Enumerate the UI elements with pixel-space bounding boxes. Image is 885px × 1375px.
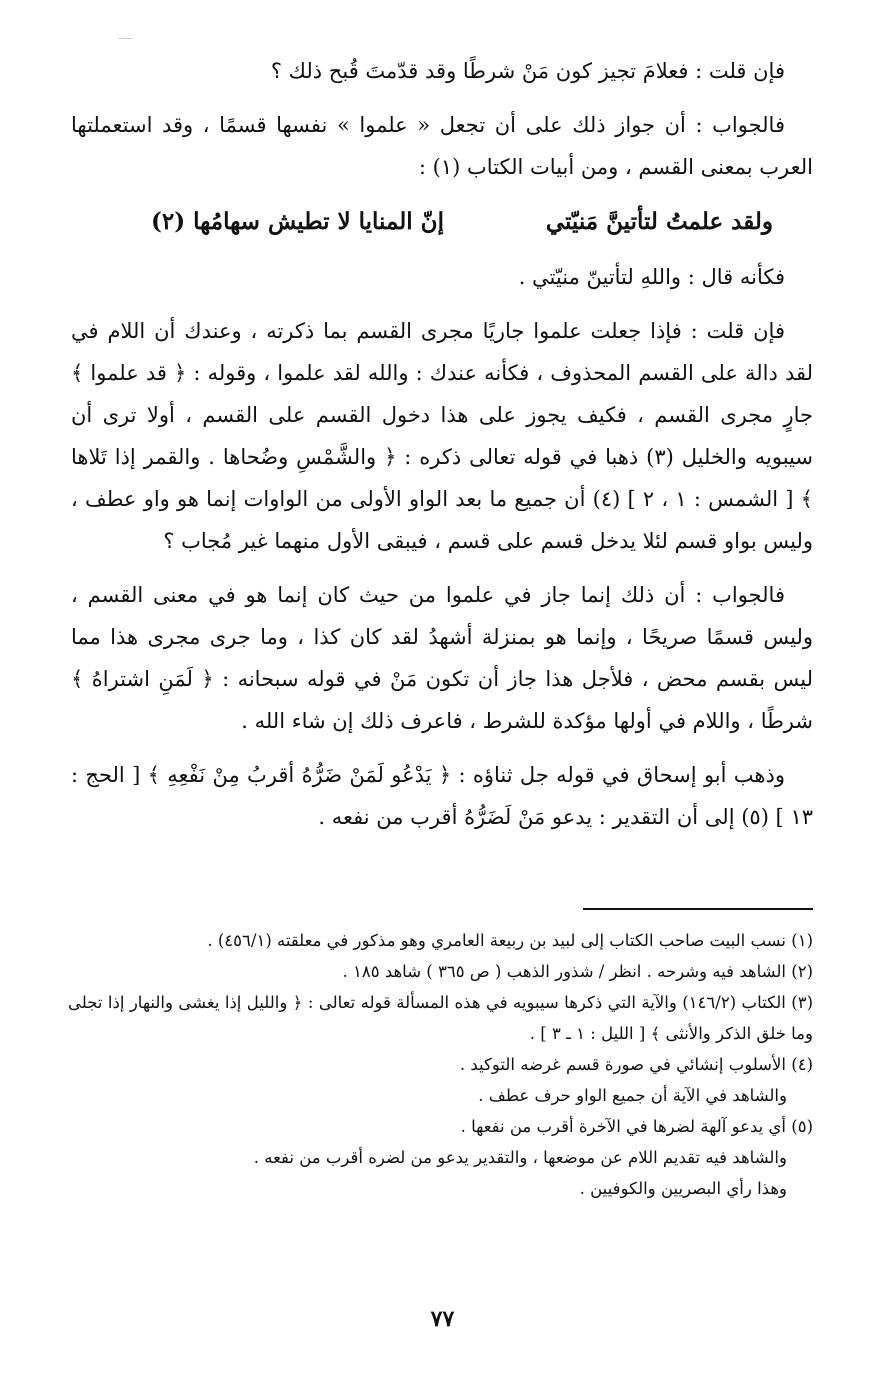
main-text bbox=[71, 50, 813, 850]
verse-second-hemistich: إنّ المنايا لا تطيش سهامُها (٢) bbox=[151, 208, 444, 235]
paragraph-answer-2: فالجواب : أن ذلك إنما جاز في علموا من حيث كان إنما هو في معنى القسم ، وليس قسمًا صريحًا ، وإنما هو بمنزلة أشهدُ لقد كان كذا ، وما جرى مجرى هذا مما ليس بقسم محض ، فلأجل هذا جاز أن تكون مَنْ في قوله سبحانه : ﴿ لَمَنِ اشتراهُ ﴾ شرطًا ، واللام في أولها مؤكدة للشرط ، فاعرف ذلك إن شاء الله . bbox=[71, 583, 813, 733]
verse-first-hemistich: ولقد علمتُ لتأتينَّ مَنيّتي bbox=[545, 208, 773, 235]
paragraph-answer-1: فالجواب : أن جواز ذلك على أن تجعل « علموا » نفسها قسمًا ، وقد استعملتها العرب بمعنى القسم ، ومن أبيات الكتاب (١) : bbox=[71, 113, 813, 179]
poetry-verse bbox=[151, 200, 773, 244]
footnote-divider bbox=[583, 908, 813, 910]
page-number: ٧٧ bbox=[430, 1306, 455, 1332]
footnotes bbox=[68, 925, 813, 1204]
footnote-4: (٤) الأسلوب إنشائي في صورة قسم غرضه التوكيد . bbox=[459, 1055, 813, 1074]
footnote-5-continuation: والشاهد فيه تقديم اللام عن موضعها ، والتقدير يدعو من لضره أقرب من نفعه . bbox=[253, 1148, 787, 1167]
footnote-5-continuation-2: وهذا رأي البصريين والكوفيين . bbox=[579, 1179, 787, 1198]
scan-mark bbox=[118, 38, 132, 39]
footnote-4-continuation: والشاهد في الآية أن جميع الواو حرف عطف . bbox=[478, 1086, 787, 1105]
footnote-2: (٢) الشاهد فيه وشرحه . انظر / شذور الذهب ( ص ٣٦٥ ) شاهد ١٨٥ . bbox=[342, 962, 813, 981]
paragraph-question-2: فإن قلت : فإذا جعلت علموا جاريًا مجرى القسم بما ذكرته ، وعندك أن اللام في لقد دالة على القسم المحذوف ، فكأنه عندك : والله لقد علموا ، وقوله : ﴿ قد علموا ﴾ جارٍ مجرى القسم ، فكيف يجوز على هذا دخول القسم على القسم ، أولا ترى أن سيبويه والخليل (٣) ذهبا في قوله تعالى ذكره : ﴿ والشَّمْسِ وضُحاها . والقمر إذا تَلاها ﴾ [ الشمس : ١ ، ٢ ] (٤) أن جميع ما بعد الواو الأولى من الواوات إنما هو واو عطف ، وليس بواو قسم لئلا يدخل قسم على قسم ، فيبقى الأول منهما غير مُجاب ؟ bbox=[71, 319, 813, 553]
paragraph-gloss: فكأنه قال : واللهِ لتأتينّ منيّتي . bbox=[518, 265, 785, 289]
footnote-3: (٣) الكتاب (١٤٦/٢) والآية التي ذكرها سيبويه في هذه المسألة قوله تعالى : ﴿ والليل إذا يغشى والنهار إذا تجلى وما خلق الذكر والأنثى ﴾ [ الليل : ١ ـ ٣ ] . bbox=[68, 993, 813, 1043]
paragraph-abu-ishaq: وذهب أبو إسحاق في قوله جل ثناؤه : ﴿ يَدْعُو لَمَنْ ضَرُّهُ أقربُ مِنْ نَفْعِهِ ﴾ [ الحج : ١٣ ] (٥) إلى أن التقدير : يدعو مَنْ لَضَرُّهُ أقرب من نفعه . bbox=[71, 763, 813, 829]
footnote-5: (٥) أي يدعو آلهة لضرها في الآخرة أقرب من نفعها . bbox=[460, 1117, 813, 1136]
footnote-1: (١) نسب البيت صاحب الكتاب إلى لبيد بن ربيعة العامري وهو مذكور في معلقته (٤٥٦/١) . bbox=[207, 931, 813, 950]
paragraph-question-1: فإن قلت : فعلامَ تجيز كون مَنْ شرطًا وقد قدّمتَ قُبح ذلك ؟ bbox=[270, 59, 785, 83]
